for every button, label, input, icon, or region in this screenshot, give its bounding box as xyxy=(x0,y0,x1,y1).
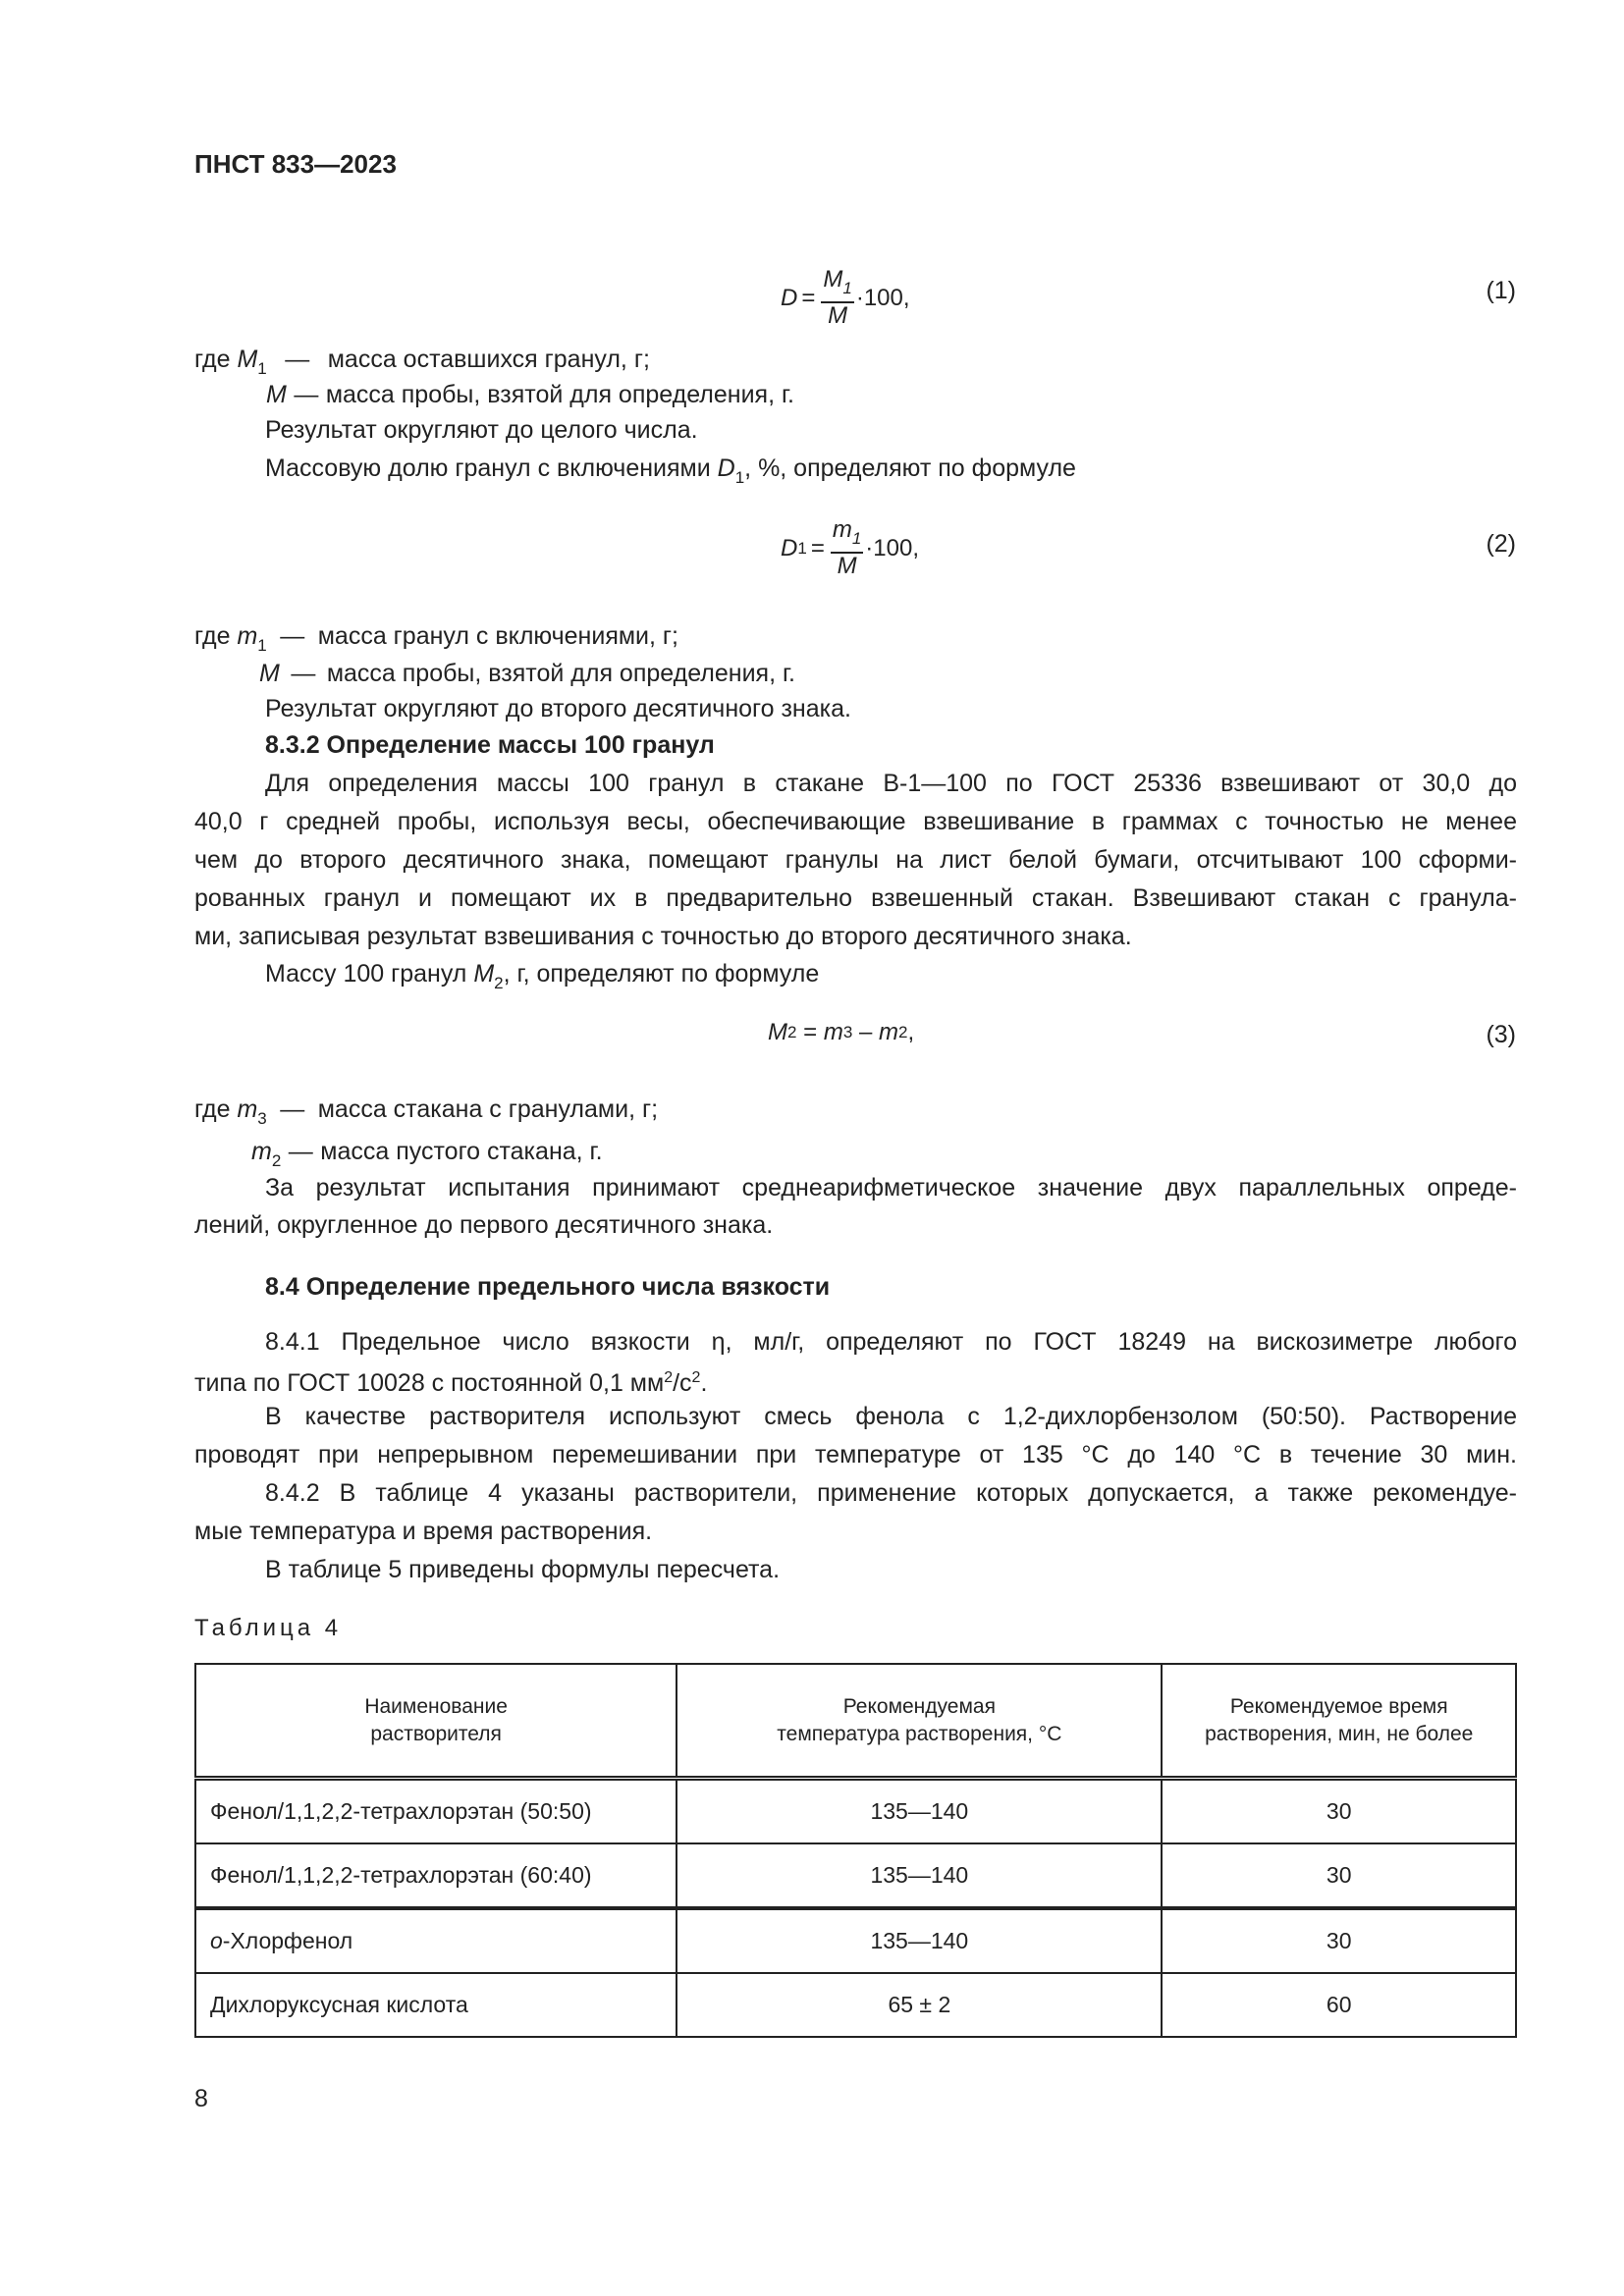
numerator: M xyxy=(823,266,843,293)
solvent-name: -Хлорфенол xyxy=(222,1928,353,1953)
formula-sub: 3 xyxy=(842,1023,853,1041)
header-text: растворителя xyxy=(370,1722,502,1745)
dash: — xyxy=(280,622,305,650)
cell-time: 30 xyxy=(1162,1908,1516,1973)
paragraph-line: мые температура и время растворения. xyxy=(194,1518,653,1545)
paragraph: Результат округляют до целого числа. xyxy=(265,416,698,444)
formula-sub: 2 xyxy=(897,1023,908,1041)
text: типа по ГОСТ 10028 с постоянной 0,1 мм xyxy=(194,1369,665,1397)
where-sub: 3 xyxy=(257,1109,267,1128)
paragraph: Результат округляют до второго десятичного знака. xyxy=(265,695,851,722)
header-solvent xyxy=(195,1664,677,1779)
formula-tail: ·100, xyxy=(855,284,910,311)
where-var: m xyxy=(237,1095,258,1123)
document-header: ПНСТ 833—2023 xyxy=(194,149,397,179)
table-row xyxy=(195,1779,1516,1844)
table-row xyxy=(195,1843,1516,1908)
equation-number-3: (3) xyxy=(1486,1021,1516,1048)
header-time xyxy=(1162,1664,1516,1779)
where-line xyxy=(259,658,1582,689)
paragraph-line: 8.4.1 Предельное число вязкости η, мл/г, определяют по ГОСТ 18249 на вискозиметре любого xyxy=(265,1328,1517,1356)
paragraph-line: За результат испытания принимают среднеарифметическое значение двух параллельных опреде- xyxy=(265,1174,1517,1201)
equation-number-1: (1) xyxy=(1486,277,1516,304)
fraction xyxy=(831,517,863,579)
where-var: m xyxy=(237,622,258,650)
formula-tail: ·100, xyxy=(865,534,919,561)
sup: 2 xyxy=(691,1369,701,1386)
paragraph-line: ми, записывая результат взвешивания с точностью до второго десятичного знака. xyxy=(194,923,1132,950)
cell-temperature: 135—140 xyxy=(677,1908,1162,1973)
section-heading-8-4: 8.4 Определение предельного числа вязкости xyxy=(265,1273,831,1301)
header-text: температура растворения, °С xyxy=(777,1722,1062,1745)
where-text: масса пробы, взятой для определения, г. xyxy=(325,381,795,408)
numerator-sub: 1 xyxy=(851,529,862,548)
cell-solvent: Фенол/1,1,2,2-тетрахлорэтан (60:40) xyxy=(195,1843,677,1908)
where-var: m xyxy=(251,1138,272,1165)
paragraph-line: чем до второго десятичного знака, помещают гранулы на лист белой бумаги, отсчитывают 100 сформи- xyxy=(194,846,1517,874)
formula-eq: = xyxy=(810,534,825,561)
formula-var: D xyxy=(781,534,798,561)
where-var: M xyxy=(259,660,280,687)
where-line xyxy=(194,620,1517,662)
paragraph-line xyxy=(194,1362,1517,1399)
dash: — xyxy=(291,660,316,687)
formula-1 xyxy=(781,267,910,329)
sup: 2 xyxy=(664,1369,674,1386)
dash: — xyxy=(288,1138,313,1165)
denominator: M xyxy=(828,302,848,329)
header-text: Рекомендуемое время xyxy=(1229,1694,1448,1718)
cell-time: 60 xyxy=(1162,1973,1516,2037)
table-caption: Таблица 4 xyxy=(194,1615,343,1641)
paragraph-line: Для определения массы 100 гранул в стакане В-1—100 по ГОСТ 25336 взвешивают от 30,0 до xyxy=(265,770,1517,797)
where-prefix: где xyxy=(194,622,238,650)
table-row xyxy=(195,1908,1516,1973)
numerator: m xyxy=(832,516,852,543)
formula-var: D xyxy=(781,284,798,311)
cell-temperature: 135—140 xyxy=(677,1843,1162,1908)
var: M xyxy=(473,960,495,988)
paragraph-line: рованных гранул и помещают их в предварительно взвешенный стакан. Взвешивают стакан с гранула- xyxy=(194,884,1517,912)
dash: — xyxy=(294,381,319,408)
header-text: Рекомендуемая xyxy=(842,1694,996,1718)
where-sub: 1 xyxy=(257,359,267,378)
where-text: масса гранул с включениями, г; xyxy=(317,622,678,650)
solvents-table xyxy=(194,1663,1517,2038)
text: , %, определяют по формуле xyxy=(744,454,1076,482)
formula-minus: – xyxy=(852,1019,879,1045)
text: , г, определяют по формуле xyxy=(503,960,820,988)
sub: 1 xyxy=(734,468,745,487)
var: D xyxy=(717,454,735,482)
text: Массовую долю гранул с включениями xyxy=(265,454,718,482)
fraction xyxy=(821,267,853,329)
equation-number-2: (2) xyxy=(1486,530,1516,558)
where-var: M xyxy=(237,346,258,373)
cell-time: 30 xyxy=(1162,1779,1516,1844)
text: /с xyxy=(673,1369,692,1397)
header-text: растворения, мин, не более xyxy=(1205,1722,1474,1745)
formula-tail: , xyxy=(907,1019,915,1045)
where-sub: 2 xyxy=(271,1151,282,1170)
formula-sub: 1 xyxy=(797,538,807,558)
where-var: M xyxy=(266,381,287,408)
where-text: масса оставшихся гранул, г; xyxy=(327,346,650,373)
paragraph xyxy=(265,958,1517,999)
table-row xyxy=(195,1973,1516,2037)
paragraph-line: В качестве растворителя используют смесь фенола с 1,2-дихлорбензолом (50:50). Растворение xyxy=(265,1403,1517,1430)
cell-solvent: Дихлоруксусная кислота xyxy=(195,1973,677,2037)
dash: — xyxy=(285,346,310,373)
formula-eq: = xyxy=(801,284,816,311)
table-header-row xyxy=(195,1664,1516,1779)
page-number: 8 xyxy=(194,2085,208,2112)
where-text: масса стакана с гранулами, г; xyxy=(317,1095,659,1123)
text: . xyxy=(700,1369,708,1397)
where-line xyxy=(251,1136,1574,1177)
formula-var: m xyxy=(823,1019,843,1045)
numerator-sub: 1 xyxy=(842,279,852,297)
formula-sub: 2 xyxy=(787,1023,797,1041)
paragraph xyxy=(265,453,1517,494)
cell-time: 30 xyxy=(1162,1843,1516,1908)
paragraph-line: проводят при непрерывном перемешивании при температуре от 135 °С до 140 °С в течение 30 мин. xyxy=(194,1441,1517,1468)
paragraph-line: 40,0 г средней пробы, используя весы, обеспечивающие взвешивание в граммах с точностью не менее xyxy=(194,808,1517,835)
sub: 2 xyxy=(494,974,504,992)
header-temperature xyxy=(677,1664,1162,1779)
where-prefix: где xyxy=(194,1095,238,1123)
where-line xyxy=(194,1094,1517,1135)
where-sub: 1 xyxy=(257,636,267,655)
paragraph-line: 8.4.2 В таблице 4 указаны растворители, применение которых допускается, а также рекомендуе- xyxy=(265,1479,1517,1507)
formula-var: m xyxy=(878,1019,898,1045)
formula-eq: = xyxy=(796,1019,824,1045)
formula-3 xyxy=(768,1019,914,1046)
italic-prefix: о xyxy=(210,1928,223,1953)
section-heading-8-3-2: 8.3.2 Определение массы 100 гранул xyxy=(265,731,715,759)
paragraph-line: лений, округленное до первого десятичного знака. xyxy=(194,1211,774,1239)
denominator: M xyxy=(837,553,857,579)
cell-temperature: 135—140 xyxy=(677,1779,1162,1844)
dash: — xyxy=(280,1095,305,1123)
cell-solvent xyxy=(195,1908,677,1973)
where-line xyxy=(266,379,1589,410)
where-text: масса пустого стакана, г. xyxy=(320,1138,603,1165)
where-prefix: где xyxy=(194,346,238,373)
formula-var: M xyxy=(768,1019,787,1045)
header-text: Наименование xyxy=(364,1694,508,1718)
where-text: масса пробы, взятой для определения, г. xyxy=(326,660,796,687)
text: Массу 100 гранул xyxy=(265,960,474,988)
cell-solvent: Фенол/1,1,2,2-тетрахлорэтан (50:50) xyxy=(195,1779,677,1844)
paragraph: В таблице 5 приведены формулы пересчета. xyxy=(265,1556,781,1583)
formula-2 xyxy=(781,517,919,579)
cell-temperature: 65 ± 2 xyxy=(677,1973,1162,2037)
